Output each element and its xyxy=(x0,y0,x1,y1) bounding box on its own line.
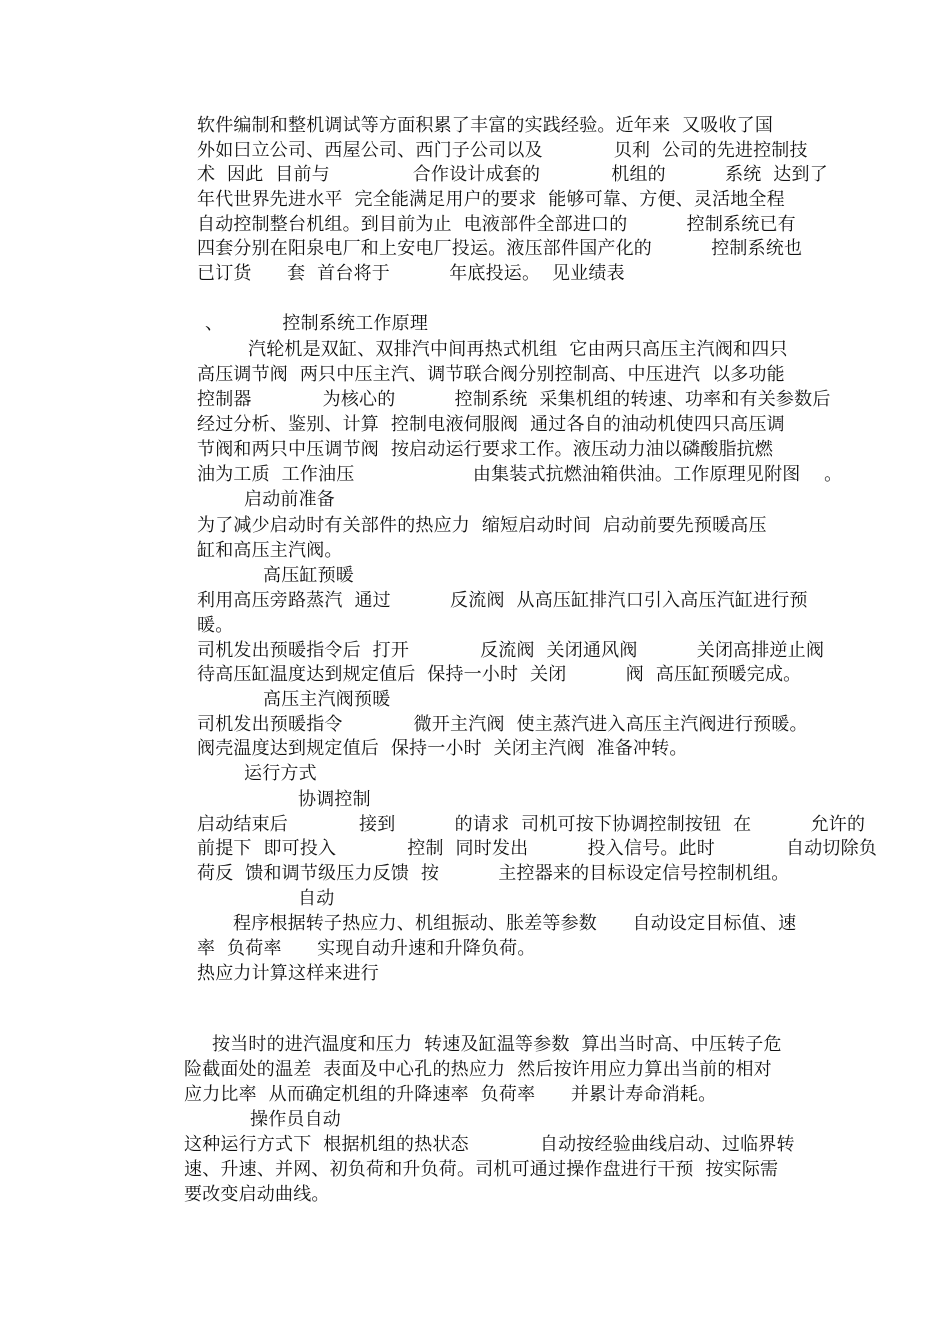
subheading-hp-main-valve-preheat: 高压主汽阀预暖 xyxy=(263,689,391,710)
text-line-34: 热应力计算这样来进行 xyxy=(197,963,379,984)
text-line-30: 荷反 馈和调节级压力反馈 按 主控器来的目标设定信号控制机组。 xyxy=(197,863,790,884)
text-line-24: 司机发出预暖指令 微开主汽阀 使主蒸汽进入高压主汽阀进行预暖。 xyxy=(197,714,808,735)
subheading-hp-cylinder-preheat: 高压缸预暖 xyxy=(263,565,354,586)
subheading-auto: 自动 xyxy=(298,888,335,909)
text-line-2: 外如曰立公司、西屋公司、西门子公司以及 贝利 公司的先进控制技 xyxy=(197,140,808,161)
text-line-20: 暖。 xyxy=(197,615,234,636)
text-line-3: 术 因此 目前与 合作设计成套的 机组的 系统 达到了 xyxy=(197,164,828,185)
subheading-coordinated-control: 协调控制 xyxy=(298,789,371,810)
text-line-5: 自动控制整台机组。到目前为止 电液部件全部进口的 控制系统已有 xyxy=(197,214,796,235)
text-line-9: 汽轮机是双缸、双排汽中间再热式机组 它由两只高压主汽阀和四只 xyxy=(248,339,788,360)
text-line-12: 经过分析、鉴别、计算 控制电液伺服阀 通过各自的油动机使四只高压调 xyxy=(197,414,785,435)
section-heading: 、 控制系统工作原理 xyxy=(205,313,429,334)
text-line-4: 年代世界先进水平 完全能满足用户的要求 能够可靠、方便、灵活地全程 xyxy=(197,189,785,210)
text-line-28: 启动结束后 接到 的请求 司机可按下协调控制按钮 在 允许的 xyxy=(197,814,866,835)
subheading-operation-mode: 运行方式 xyxy=(244,763,317,784)
text-line-17: 缸和高压主汽阀。 xyxy=(197,540,343,561)
text-line-36: 险截面处的温差 表面及中心孔的热应力 然后按许用应力算出当前的相对 xyxy=(184,1059,772,1080)
text-line-22: 待高压缸温度达到规定值后 保持一小时 关闭 阀 高压缸预暖完成。 xyxy=(197,664,802,685)
text-line-13: 节阀和两只中压调节阀 按启动运行要求工作。液压动力油以磷酸脂抗燃 xyxy=(197,439,774,460)
text-line-33: 率 负荷率 实现自动升速和升降负荷。 xyxy=(197,938,536,959)
text-line-21: 司机发出预暖指令后 打开 反流阀 关闭通风阀 关闭高排逆止阀 xyxy=(197,640,825,661)
text-line-35: 按当时的进汽温度和压力 转速及缸温等参数 算出当时高、中压转子危 xyxy=(212,1034,782,1055)
text-line-1: 软件编制和整机调试等方面积累了丰富的实践经验。近年来 又吸收了国 xyxy=(197,115,774,136)
text-line-10: 高压调节阀 两只中压主汽、调节联合阀分别控制高、中压进汽 以多功能 xyxy=(197,364,785,385)
text-line-11: 控制器 为核心的 控制系统 采集机组的转速、功率和有关参数后 xyxy=(197,389,831,410)
text-line-7: 已订货 套 首台将于 年底投运。 见业绩表 xyxy=(197,263,625,284)
text-line-6: 四套分别在阳泉电厂和上安电厂投运。液压部件国产化的 控制系统也 xyxy=(197,238,803,259)
text-line-40: 速、升速、并网、初负荷和升负荷。司机可通过操作盘进行干预 按实际需 xyxy=(184,1159,779,1180)
text-line-39: 这种运行方式下 根据机组的热状态 自动按经验曲线启动、过临界转 xyxy=(184,1134,795,1155)
text-line-29: 前提下 即可投入 控制 同时发出 投入信号。此时 自动切除负 xyxy=(197,838,878,859)
text-line-41: 要改变启动曲线。 xyxy=(184,1184,330,1205)
text-line-14: 油为工质 工作油压 由集装式抗燃油箱供油。工作原理见附图 。 xyxy=(197,464,843,485)
subheading-operator-auto: 操作员自动 xyxy=(250,1109,341,1130)
text-line-16: 为了减少启动时有关部件的热应力 缩短启动时间 启动前要先预暖高压 xyxy=(197,515,767,536)
text-line-19: 利用高压旁路蒸汽 通过 反流阀 从高压缸排汽口引入高压汽缸进行预 xyxy=(197,590,808,611)
text-line-25: 阀壳温度达到规定值后 保持一小时 关闭主汽阀 准备冲转。 xyxy=(197,738,688,759)
text-line-37: 应力比率 从而确定机组的升降速率 负荷率 并累计寿命消耗。 xyxy=(184,1084,717,1105)
text-line-32: 程序根据转子热应力、机组振动、胀差等参数 自动设定目标值、速 xyxy=(233,913,797,934)
subheading-startup-prep: 启动前准备 xyxy=(244,489,335,510)
